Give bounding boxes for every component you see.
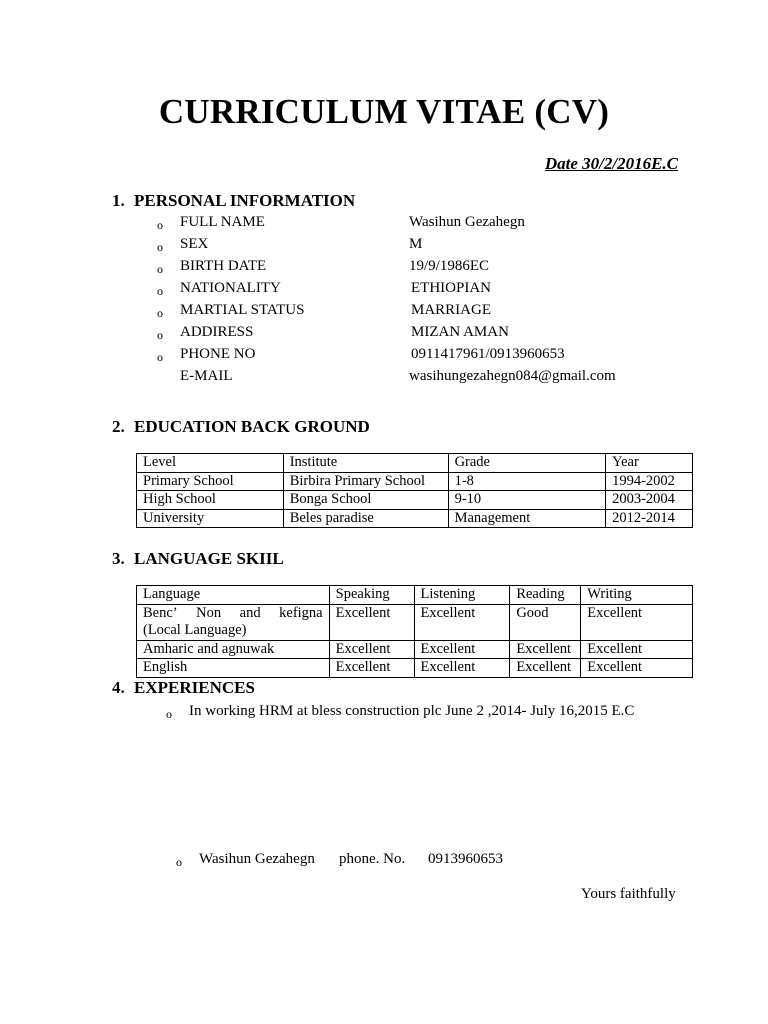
- table-cell: English: [137, 659, 330, 678]
- table-header-cell: Institute: [283, 454, 448, 473]
- section-title: LANGUAGE SKIIL: [134, 549, 284, 568]
- footer-name: Wasihun Gezahegn: [199, 851, 315, 867]
- table-cell: Excellent: [510, 640, 581, 659]
- cell-line: (Local Language): [143, 622, 247, 638]
- table-cell: Excellent: [329, 604, 414, 640]
- table-header-cell: Speaking: [329, 586, 414, 605]
- document-title: CURRICULUM VITAE (CV): [158, 92, 610, 131]
- section-number: 1.: [112, 191, 125, 210]
- table-cell: 2012-2014: [606, 509, 693, 528]
- section-number: 4.: [112, 678, 125, 697]
- footer-phone-label: phone. No.: [339, 851, 406, 867]
- table-cell: Excellent: [329, 659, 414, 678]
- table-cell: 9-10: [448, 491, 606, 510]
- document-date: Date 30/2/2016E.C: [544, 154, 678, 173]
- section-title: EXPERIENCES: [134, 678, 255, 697]
- closing-text: Yours faithfully: [581, 886, 676, 902]
- table-cell: University: [137, 509, 284, 528]
- bullet-icon: o: [157, 240, 163, 254]
- table-cell: Good: [510, 604, 581, 640]
- section-title: PERSONAL INFORMATION: [134, 191, 356, 210]
- bullet-icon: o: [157, 306, 163, 320]
- bullet-icon: o: [157, 328, 163, 342]
- section-number: 2.: [112, 417, 125, 436]
- table-header-cell: Year: [606, 454, 693, 473]
- info-value: 0911417961/0913960653: [411, 346, 565, 362]
- table-cell: Excellent: [581, 659, 693, 678]
- table-header-row: [137, 454, 693, 473]
- table-cell: 1994-2002: [606, 472, 693, 491]
- table-cell: Birbira Primary School: [283, 472, 448, 491]
- experience-item: In working HRM at bless construction plc June 2 ,2014- July 16,2015 E.C: [189, 703, 635, 719]
- section-number: 3.: [112, 549, 125, 568]
- section-heading-education: [112, 417, 370, 437]
- table-header-cell: Listening: [414, 586, 510, 605]
- table-cell: Excellent: [581, 604, 693, 640]
- bullet-icon: o: [157, 262, 163, 276]
- table-row: [137, 659, 693, 678]
- info-label: FULL NAME: [180, 214, 265, 230]
- info-label: NATIONALITY: [180, 280, 281, 296]
- cell-word: Non: [196, 604, 222, 621]
- table-header-cell: Reading: [510, 586, 581, 605]
- language-table: [136, 585, 693, 678]
- info-label: SEX: [180, 236, 209, 252]
- section-heading-language: [112, 549, 284, 569]
- table-header-cell: Grade: [448, 454, 606, 473]
- table-cell: [137, 604, 330, 640]
- table-cell: Excellent: [414, 604, 510, 640]
- table-header-cell: Language: [137, 586, 330, 605]
- info-label: MARTIAL STATUS: [180, 302, 305, 318]
- table-row: [137, 640, 693, 659]
- section-title: EDUCATION BACK GROUND: [134, 417, 370, 436]
- table-header-cell: Writing: [581, 586, 693, 605]
- cell-line: [143, 605, 323, 623]
- bullet-icon: o: [166, 707, 172, 721]
- table-row: [137, 604, 693, 640]
- cell-word: and: [239, 604, 261, 621]
- info-value: MARRIAGE: [411, 302, 492, 318]
- table-header-row: [137, 586, 693, 605]
- table-cell: Excellent: [581, 640, 693, 659]
- table-cell: Excellent: [414, 640, 510, 659]
- table-cell: High School: [137, 491, 284, 510]
- table-cell: Excellent: [510, 659, 581, 678]
- info-value: wasihungezahegn084@gmail.com: [409, 368, 616, 384]
- info-label: BIRTH DATE: [180, 258, 267, 274]
- section-heading-experiences: [112, 678, 255, 698]
- info-value: Wasihun Gezahegn: [409, 214, 525, 230]
- info-value: 19/9/1986EC: [409, 258, 490, 274]
- section-heading-personal: [112, 191, 355, 211]
- table-cell: Bonga School: [283, 491, 448, 510]
- table-header-cell: Level: [137, 454, 284, 473]
- table-cell: 2003-2004: [606, 491, 693, 510]
- info-value: MIZAN AMAN: [411, 324, 509, 340]
- table-cell: Primary School: [137, 472, 284, 491]
- cell-word: Benc’: [143, 604, 178, 621]
- info-label: ADDIRESS: [180, 324, 254, 340]
- table-row: [137, 491, 693, 510]
- info-label: PHONE NO: [180, 346, 256, 362]
- education-table: [136, 453, 693, 528]
- footer-phone: 0913960653: [428, 851, 503, 867]
- bullet-icon: o: [157, 218, 163, 232]
- table-row: [137, 509, 693, 528]
- info-label: E-MAIL: [180, 368, 233, 384]
- table-cell: Beles paradise: [283, 509, 448, 528]
- table-cell: Management: [448, 509, 606, 528]
- table-cell: Excellent: [414, 659, 510, 678]
- bullet-icon: o: [157, 350, 163, 364]
- bullet-icon: o: [176, 855, 182, 869]
- table-row: [137, 472, 693, 491]
- bullet-icon: o: [157, 284, 163, 298]
- table-cell: Excellent: [329, 640, 414, 659]
- info-value: ETHIOPIAN: [411, 280, 491, 296]
- table-cell: 1-8: [448, 472, 606, 491]
- info-value: M: [409, 236, 423, 252]
- table-cell: Amharic and agnuwak: [137, 640, 330, 659]
- cell-word: kefigna: [279, 604, 323, 621]
